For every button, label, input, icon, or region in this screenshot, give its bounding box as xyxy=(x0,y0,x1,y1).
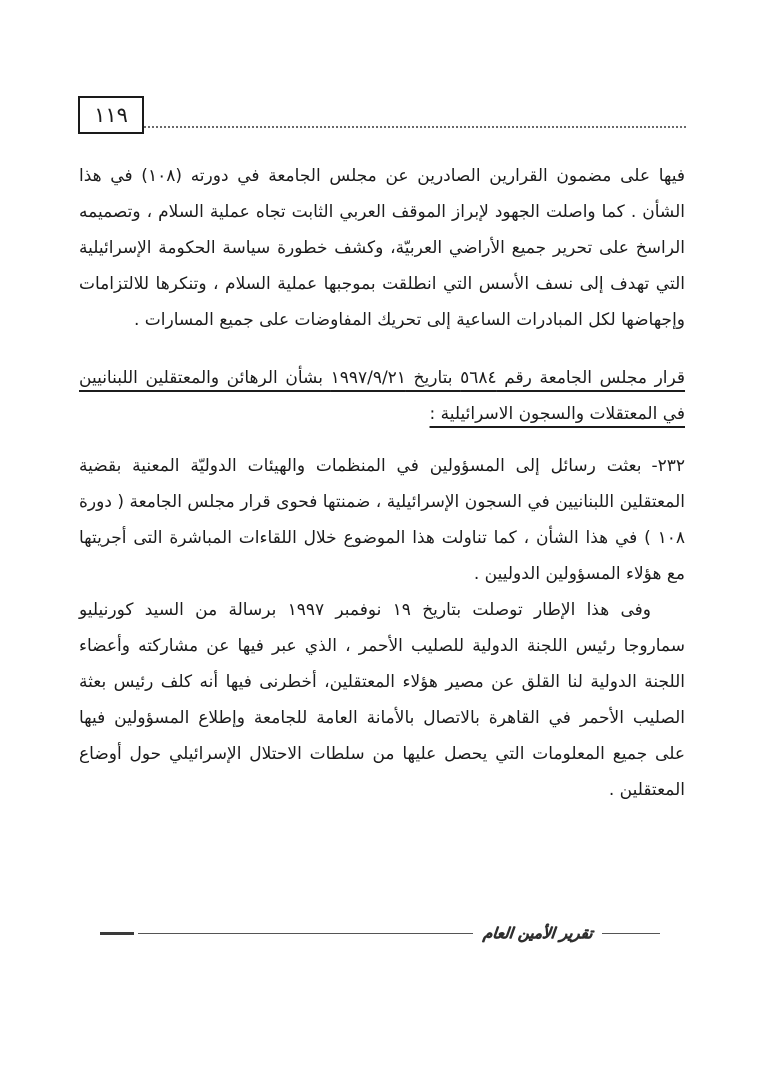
paragraph-item xyxy=(79,448,685,592)
section-heading: قرار مجلس الجامعة رقم ٥٦٨٤ بتاريخ ١٩٩٧/٩/٢١ بشأن الرهائن والمعتقلين اللبنانيين في المعتقلات والسجون الاسرائيلية : xyxy=(79,368,686,424)
footer-dash xyxy=(100,932,134,935)
footer-rule xyxy=(100,922,660,944)
footer-caption: تقرير الأمين العام xyxy=(481,924,593,942)
paragraph-item-text: بعثت رسائل إلى المسؤولين في المنظمات والهيئات الدوليّة المعنية بقضية المعتقلين اللبنانيين في السجون الإسرائيلية ، ضمنتها فحوى قرار مجلس الجامعة ( دورة ١٠٨ ) في هذا الشأن ، كما تناولت هذا الموضوع خلال اللقاءات المباشرة التى أجريتها مع هؤلاء المسؤولين الدوليين . xyxy=(79,456,685,584)
dotted-rule xyxy=(140,112,686,128)
footer-line-short xyxy=(602,933,660,934)
page-number-box xyxy=(78,96,144,134)
body-text-column xyxy=(79,158,685,808)
page-number: ١١٩ xyxy=(94,103,128,127)
footer-line-long xyxy=(138,933,473,934)
paragraph-followup: وفى هذا الإطار توصلت بتاريخ ١٩ نوفمبر ١٩٩٧ برسالة من السيد كورنيليو سماروجا رئيس اللجنة الدولية للصليب الأحمر ، الذي عبر فيها عن مشاركته وأعضاء اللجنة الدولية لنا القلق عن مصير هؤلاء المعتقلين، أخطرنى فيها أنه كلف رئيس بعثة الصليب الأحمر في القاهرة بالاتصال بالأمانة العامة للجامعة وإطلاع المسؤولين فيها على جميع المعلومات التي يحصل عليها من سلطات الاحتلال الإسرائيلي حول أوضاع المعتقلين . xyxy=(79,600,685,800)
paragraph-lead: فيها على مضمون القرارين الصادرين عن مجلس الجامعة في دورته (١٠٨) في هذا الشأن . كما واصلت الجهود لإبراز الموقف العربي الثابت تجاه عملية السلام ، وتصميمه الراسخ على تحرير جميع الأراضي العربيّة، وكشف خطورة سياسة الحكومة الإسرائيلية التي تهدف إلى نسف الأسس التي انطلقت بموجبها عملية السلام ، وتنكرها للالتزامات وإجهاضها لكل المبادرات الساعية إلى تحريك المفاوضات على جميع المسارات . xyxy=(79,166,685,330)
item-number: ٢٣٢- xyxy=(651,456,685,476)
